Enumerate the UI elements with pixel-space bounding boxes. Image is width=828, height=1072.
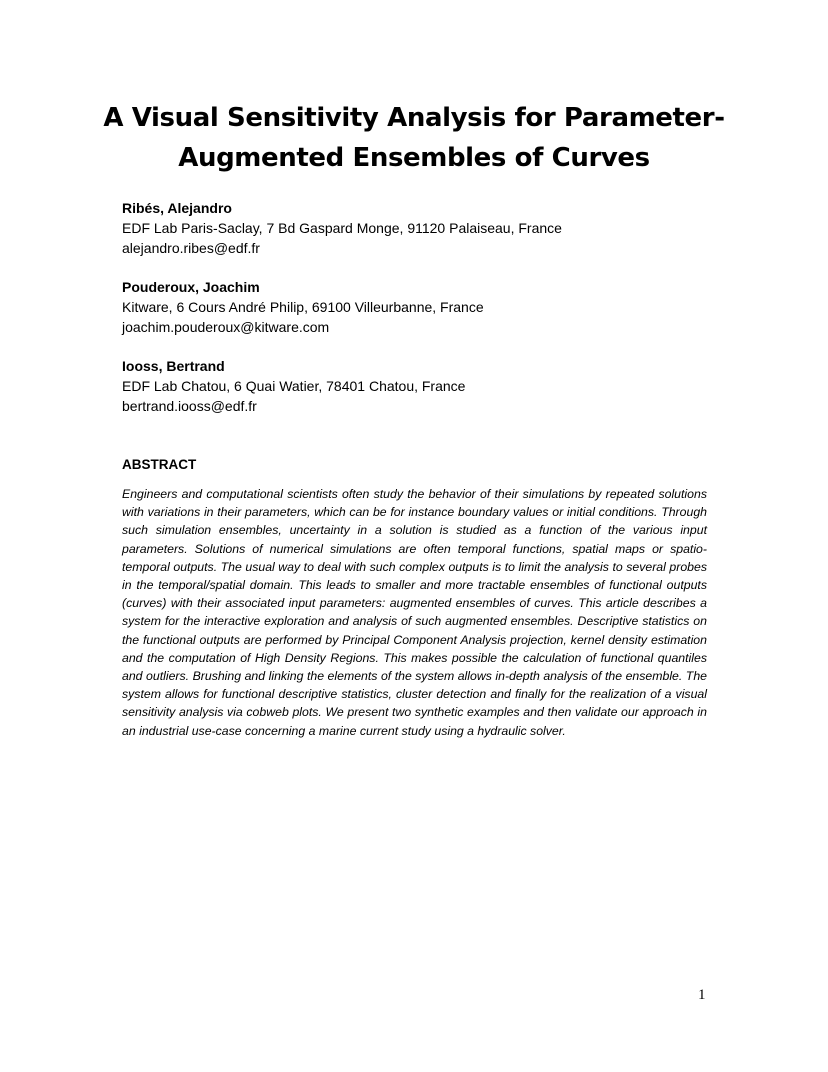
author-affiliation: Kitware, 6 Cours André Philip, 69100 Villeurbanne, France: [122, 299, 484, 315]
author-email: bertrand.iooss@edf.fr: [122, 398, 257, 414]
author-email: joachim.pouderoux@kitware.com: [122, 319, 330, 335]
paper-title-line-1: A Visual Sensitivity Analysis for Parameter-: [103, 103, 725, 133]
author-name: Iooss, Bertrand: [122, 358, 225, 374]
author-email: alejandro.ribes@edf.fr: [122, 240, 260, 256]
page-number: 1: [698, 987, 706, 1003]
author-name: Ribés, Alejandro: [122, 200, 232, 216]
author-name: Pouderoux, Joachim: [122, 279, 260, 295]
author-block-2: [122, 277, 722, 337]
paper-title-line-2: Augmented Ensembles of Curves: [178, 143, 650, 173]
author-block-3: [122, 356, 722, 416]
author-affiliation: EDF Lab Chatou, 6 Quai Watier, 78401 Chatou, France: [122, 378, 466, 394]
author-block-1: [122, 198, 722, 258]
paper-title: [100, 98, 728, 178]
author-affiliation: EDF Lab Paris-Saclay, 7 Bd Gaspard Monge, 91120 Palaiseau, France: [122, 220, 562, 236]
abstract-heading: ABSTRACT: [122, 457, 197, 472]
abstract-body: Engineers and computational scientists often study the behavior of their simulations by repeated solutions with variations in their parameters, which can be for instance boundary values or initial conditions. Through such simulation ensembles, uncertainty in a solution is studied as a function of the various input parameters. Solutions of numerical simulations are often temporal functions, spatial maps or spatio-temporal outputs. The usual way to deal with such complex outputs is to limit the analysis to several probes in the temporal/spatial domain. This leads to smaller and more tractable ensembles of functional outputs (curves) with their associated input parameters: augmented ensembles of curves. This article describes a system for the interactive exploration and analysis of such augmented ensembles. Descriptive statistics on the functional outputs are performed by Principal Component Analysis projection, kernel density estimation and the computation of High Density Regions. This makes possible the calculation of functional quantiles and outliers. Brushing and linking the elements of the system allows in-depth analysis of the ensemble. The system allows for functional descriptive statistics, cluster detection and finally for the realization of a visual sensitivity analysis via cobweb plots. We present two synthetic examples and then validate our approach in an industrial use-case concerning a marine current study using a hydraulic solver.: [122, 487, 707, 738]
